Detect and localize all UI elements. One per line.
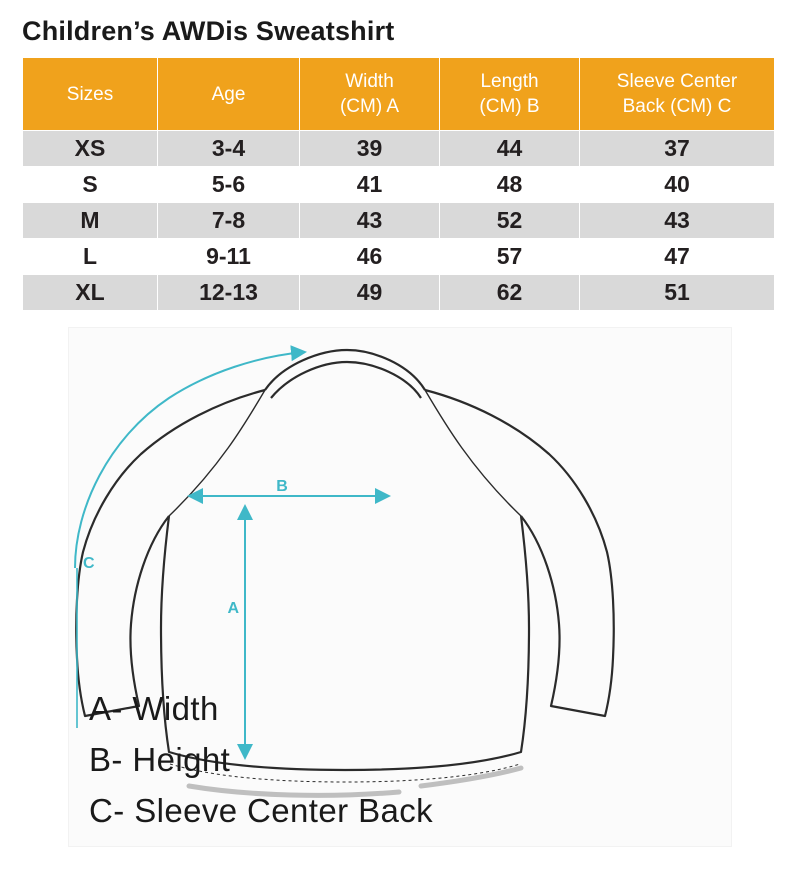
- cell-size: XL: [23, 275, 158, 311]
- cell-width: 41: [300, 167, 440, 203]
- column-header-sizes-line-1: Sizes: [66, 83, 114, 105]
- cell-size: XS: [23, 131, 158, 167]
- cell-width: 46: [300, 239, 440, 275]
- table-row: [23, 239, 775, 275]
- table-row: [23, 131, 775, 167]
- column-header-width-line-1: Width: [345, 71, 394, 92]
- cell-age: 5-6: [158, 167, 300, 203]
- diagram-legend: [89, 683, 433, 836]
- table-row: [23, 167, 775, 203]
- cell-age: 3-4: [158, 131, 300, 167]
- cell-length: 48: [440, 167, 580, 203]
- table-row: [23, 203, 775, 239]
- column-header-width: [300, 58, 440, 131]
- cell-width: 39: [300, 131, 440, 167]
- cell-width: 49: [300, 275, 440, 311]
- column-header-length-line-2: (CM) B: [479, 96, 540, 117]
- measure-label-a: A: [227, 600, 239, 617]
- measurement-diagram: [68, 327, 732, 847]
- column-header-length: [440, 58, 580, 131]
- legend-item-b: B- Height: [89, 741, 231, 778]
- cell-sleeve: 47: [580, 239, 775, 275]
- cell-sleeve: 51: [580, 275, 775, 311]
- measure-label-c: C: [83, 555, 95, 572]
- column-header-length-line-1: Length: [480, 71, 539, 92]
- column-header-sizes: [23, 58, 158, 131]
- column-header-width-line-2: (CM) A: [339, 96, 400, 117]
- cell-length: 62: [440, 275, 580, 311]
- measure-label-b: B: [276, 478, 288, 495]
- cell-age: 12-13: [158, 275, 300, 311]
- cell-size: M: [23, 203, 158, 239]
- cell-length: 52: [440, 203, 580, 239]
- column-header-sleeve-line-2: Back (CM) C: [622, 96, 732, 117]
- cell-width: 43: [300, 203, 440, 239]
- column-header-sleeve-line-1: Sleeve Center: [616, 71, 738, 92]
- cell-age: 7-8: [158, 203, 300, 239]
- legend-item-a: A- Width: [89, 690, 219, 727]
- column-header-age: [158, 58, 300, 131]
- column-header-age-line-1: Age: [211, 83, 246, 105]
- cell-length: 44: [440, 131, 580, 167]
- cell-size: S: [23, 167, 158, 203]
- page-title: Children’s AWDis Sweatshirt: [22, 16, 395, 46]
- cell-age: 9-11: [158, 239, 300, 275]
- column-header-sleeve-center-back: [580, 58, 775, 131]
- cell-sleeve: 40: [580, 167, 775, 203]
- table-header: [23, 58, 775, 131]
- size-chart-table: [22, 57, 775, 311]
- cell-sleeve: 37: [580, 131, 775, 167]
- cell-sleeve: 43: [580, 203, 775, 239]
- cell-size: L: [23, 239, 158, 275]
- table-header-row: [23, 58, 775, 131]
- table-body: [23, 131, 775, 311]
- legend-item-c: C- Sleeve Center Back: [89, 792, 434, 829]
- cell-length: 57: [440, 239, 580, 275]
- table-row: [23, 275, 775, 311]
